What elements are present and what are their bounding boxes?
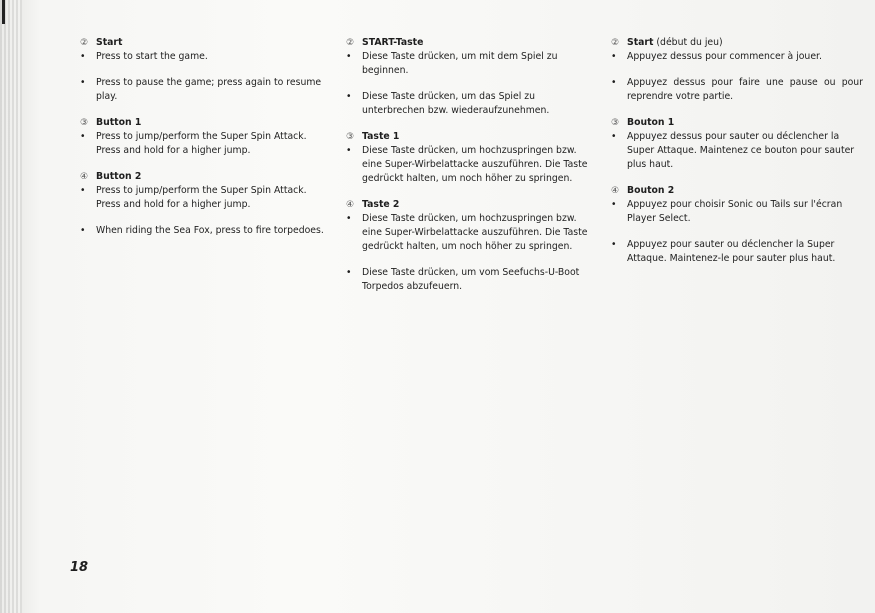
bullet-dot: •: [80, 51, 86, 62]
section-start: [80, 36, 330, 104]
bullet-text: Appuyez dessus pour commencer à jouer.: [627, 51, 822, 62]
section-button-1: [80, 116, 330, 158]
bullet-dot: •: [346, 145, 352, 156]
section-title: Taste 1: [362, 131, 400, 142]
section-header: [611, 116, 863, 130]
bullet-text: Press to pause the game; press again to resume play.: [96, 77, 322, 102]
bullet-dot: •: [611, 199, 617, 210]
circled-number-2: ②: [611, 38, 620, 48]
bullet-text: Diese Taste drücken, um mit dem Spiel zu beginnen.: [362, 51, 558, 76]
section-header: [346, 130, 598, 144]
section-header: [80, 36, 330, 50]
binding-mark: [2, 0, 5, 24]
bullet-item: [346, 144, 598, 186]
section-start-fr: [611, 36, 863, 104]
bullet-dot: •: [80, 185, 86, 196]
section-bouton-2: [611, 184, 863, 266]
page-number: 18: [70, 560, 89, 575]
bullet-item: [611, 50, 863, 64]
bullet-item: [80, 50, 330, 64]
section-title: Button 2: [96, 171, 142, 182]
section-header: [80, 116, 330, 130]
bullet-dot: •: [346, 51, 352, 62]
bullet-dot: •: [611, 131, 617, 142]
bullet-text: Diese Taste drücken, um vom Seefuchs-U-Boot Torpedos abzufeuern.: [362, 267, 580, 292]
section-title: Start: [627, 37, 654, 48]
bullet-dot: •: [80, 131, 86, 142]
section-taste-2: [346, 198, 598, 294]
section-header: [346, 36, 598, 50]
section-header: [611, 184, 863, 198]
circled-number-3: ③: [611, 118, 620, 128]
section-title: Button 1: [96, 117, 142, 128]
bullet-item: [80, 76, 330, 104]
bullet-item: [346, 50, 598, 78]
column-german: [346, 36, 598, 306]
bullet-item: [346, 90, 598, 118]
section-header: [346, 198, 598, 212]
circled-number-4: ④: [346, 200, 355, 210]
bullet-text: When riding the Sea Fox, press to fire torpedoes.: [96, 225, 324, 236]
circled-number-4: ④: [611, 186, 620, 196]
circled-number-4: ④: [80, 172, 89, 182]
bullet-text: Diese Taste drücken, um hochzuspringen bzw. eine Super-Wirbelattacke auszuführen. Die Taste gedrückt halten, um noch höher zu springen.: [362, 145, 588, 184]
bullet-text: Appuyez dessus pour sauter ou déclencher la Super Attaque. Maintenez ce bouton pour sauter plus haut.: [627, 131, 855, 170]
bullet-dot: •: [80, 77, 86, 88]
section-title: Bouton 1: [627, 117, 675, 128]
section-button-2: [80, 170, 330, 238]
bullet-item: [611, 198, 863, 226]
bullet-text: Press to jump/perform the Super Spin Attack. Press and hold for a higher jump.: [96, 185, 307, 210]
column-french: [611, 36, 863, 278]
bullet-item: [611, 238, 863, 266]
bullet-item: [80, 224, 330, 238]
section-header: [611, 36, 863, 50]
section-title: Start: [96, 37, 123, 48]
section-title-group: [627, 36, 723, 50]
bullet-dot: •: [80, 225, 86, 236]
bullet-text: Press to start the game.: [96, 51, 208, 62]
bullet-item: [346, 212, 598, 254]
bullet-text: Appuyez pour choisir Sonic ou Tails sur l'écran Player Select.: [627, 199, 843, 224]
circled-number-3: ③: [346, 132, 355, 142]
bullet-dot: •: [611, 51, 617, 62]
bullet-dot: •: [611, 239, 617, 250]
bullet-dot: •: [346, 91, 352, 102]
bullet-text: Press to jump/perform the Super Spin Attack. Press and hold for a higher jump.: [96, 131, 307, 156]
bullet-text: Appuyez pour sauter ou déclencher la Super Attaque. Maintenez-le pour sauter plus haut.: [627, 239, 836, 264]
section-header: [80, 170, 330, 184]
bullet-item: [346, 266, 598, 294]
section-title: Taste 2: [362, 199, 400, 210]
bullet-item: [611, 130, 863, 172]
bullet-dot: •: [346, 267, 352, 278]
bullet-dot: •: [346, 213, 352, 224]
circled-number-2: ②: [80, 38, 89, 48]
section-start-taste: [346, 36, 598, 118]
bullet-text: Diese Taste drücken, um hochzuspringen bzw. eine Super-Wirbelattacke auszuführen. Die Taste gedrückt halten, um noch höher zu springen.: [362, 213, 588, 252]
section-title: Bouton 2: [627, 185, 675, 196]
bullet-item: [80, 184, 330, 212]
circled-number-2: ②: [346, 38, 355, 48]
bullet-item: [80, 130, 330, 158]
circled-number-3: ③: [80, 118, 89, 128]
page-binding-edge: [0, 0, 22, 613]
column-english: [80, 36, 330, 250]
bullet-text: Appuyez dessus pour faire une pause ou pour reprendre votre partie.: [627, 77, 863, 102]
section-bouton-1: [611, 116, 863, 172]
bullet-dot: •: [611, 77, 617, 88]
bullet-item: [611, 76, 863, 104]
section-taste-1: [346, 130, 598, 186]
section-title-extra: (début du jeu): [656, 37, 723, 48]
bullet-text: Diese Taste drücken, um das Spiel zu unterbrechen bzw. wiederaufzunehmen.: [362, 91, 550, 116]
section-title: START-Taste: [362, 37, 424, 48]
